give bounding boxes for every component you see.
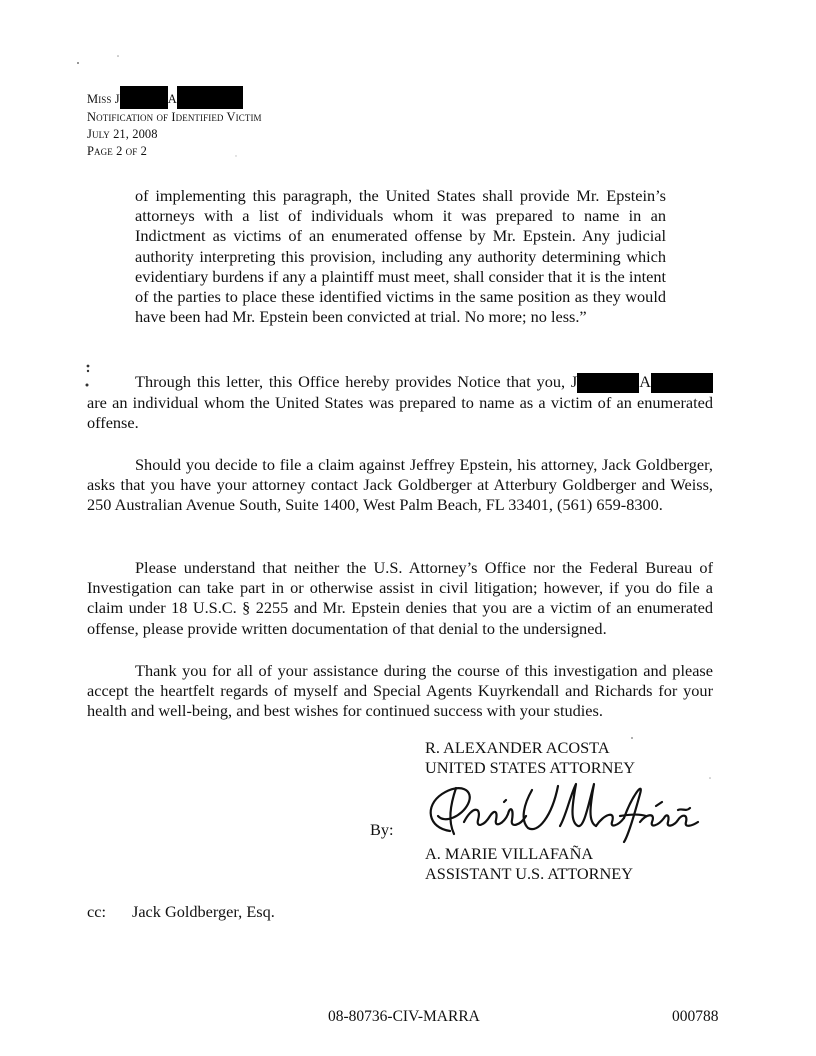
- us-attorney-title: UNITED STATES ATTORNEY: [425, 758, 636, 778]
- by-label: By:: [370, 820, 394, 839]
- recipient-name-initial: A: [167, 92, 177, 106]
- assistant-attorney-name: A. MARIE VILLAFAÑA: [425, 844, 594, 863]
- subject-line: Notification of Identified Victim: [87, 109, 262, 124]
- recipient-name-start: Miss J: [87, 92, 120, 106]
- case-number: 08-80736-CIV-MARRA: [328, 1008, 480, 1025]
- notice-text-initial: A: [639, 372, 651, 391]
- date-line: July 21, 2008: [87, 126, 158, 141]
- quoted-agreement-text: of implementing this paragraph, the United States shall provide Mr. Epstein’s attorneys with a list of individuals whom it was prepared to name in an Indictment as victims of an enumerated offense by Mr. Epstein. Any judicial authority interpreting this provision, including any authority determining which evidentiary burdens if any a plaintiff must meet, shall consider that it is the intent of the parties to place these identified victims in the same position as they would have been had Mr. Epstein been convicted at trial. No more; no less.”: [135, 186, 666, 327]
- thanks-paragraph: Thank you for all of your assistance during the course of this investigation and please accept the heartfelt regards of myself and Special Agents Kuyrkendall and Richards for your health and well-being, and best wishes for continued success with your studies.: [87, 661, 713, 721]
- us-attorney-name: R. ALEXANDER ACOSTA: [425, 738, 610, 757]
- cc-label: cc:: [87, 902, 106, 921]
- notice-text-start: Through this letter, this Office hereby provides Notice that you, J: [135, 372, 578, 391]
- claim-paragraph: Should you decide to file a claim against Jeffrey Epstein, his attorney, Jack Goldberger, asks that you have your attorney contact Jack Goldberger at Atterbury Goldberger and Weiss, 250 Australian Avenue South, Suite 1400, West Palm Beach, FL 33401, (561) 659-8300.: [87, 455, 713, 515]
- page-number-line: Page 2 of 2: [87, 143, 147, 158]
- bates-number: 000788: [672, 1008, 719, 1025]
- civil-litigation-paragraph: Please understand that neither the U.S. Attorney’s Office nor the Federal Bureau of Investigation can take part in or otherwise assist in civil litigation; however, if you do file a claim under 18 U.S.C. § 2255 and Mr. Epstein denies that you are a victim of an enumerated offense, please provide written documentation of that denial to the undersigned.: [87, 558, 713, 638]
- cc-recipient: Jack Goldberger, Esq.: [131, 902, 275, 921]
- notice-text-rest: are an individual whom the United States was prepared to name as a victim of an enumerated offense.: [87, 393, 713, 433]
- assistant-attorney-title: ASSISTANT U.S. ATTORNEY: [425, 864, 633, 884]
